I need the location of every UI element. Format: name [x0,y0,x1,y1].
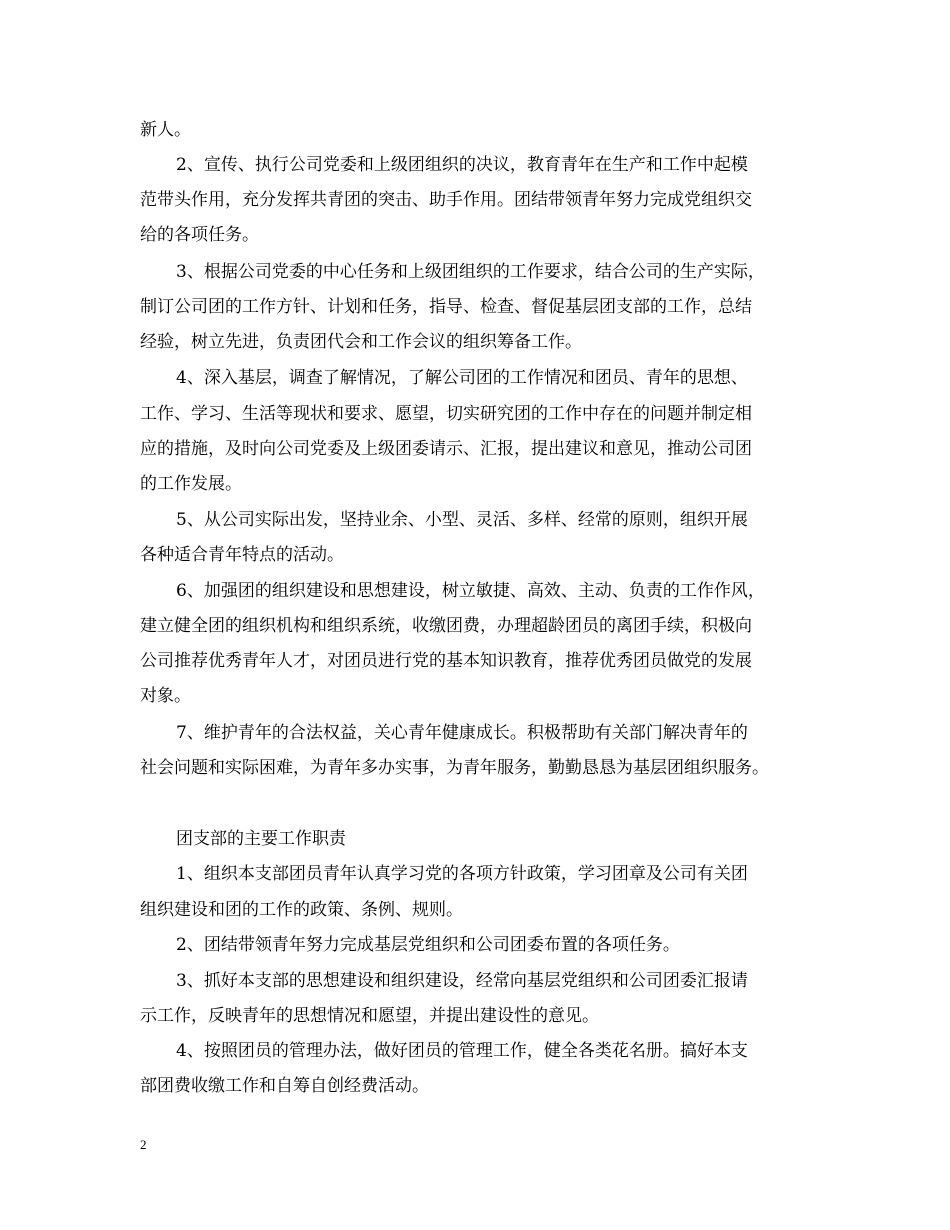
text-line: 3、根据公司党委的中心任务和上级团组织的工作要求，结合公司的生产实际， [176,262,765,282]
text-line: 的工作发展。 [140,474,242,494]
text-line: 公司推荐优秀青年人才，对团员进行党的基本知识教育，推荐优秀团员做党的发展 [140,651,752,671]
text-line: 经验，树立先进，负责团代会和工作会议的组织筹备工作。 [140,332,582,352]
text-line: 新人。 [140,120,191,140]
text-line: 工作、学习、生活等现状和要求、愿望，切实研究团的工作中存在的问题并制定相 [140,404,752,424]
text-line: 给的各项任务。 [140,225,259,245]
text-line: 2、宣传、执行公司党委和上级团组织的决议，教育青年在生产和工作中起模 [176,155,748,175]
section-heading: 团支部的主要工作职责 [176,829,346,849]
text-line: 7、维护青年的合法权益，关心青年健康成长。积极帮助有关部门解决青年的 [176,723,748,743]
text-line: 组织建设和团的工作的政策、条例、规则。 [140,900,463,920]
text-line: 社会问题和实际困难，为青年多办实事，为青年服务，勤勤恳恳为基层团组织服务。 [140,758,769,778]
text-line: 部团费收缴工作和自筹自创经费活动。 [140,1076,429,1096]
text-line: 1、组织本支部团员青年认真学习党的各项方针政策，学习团章及公司有关团 [176,864,748,884]
text-line: 制订公司团的工作方针、计划和任务，指导、检查、督促基层团支部的工作，总结 [140,297,752,317]
text-line: 5、从公司实际出发，坚持业余、小型、灵活、多样、经常的原则，组织开展 [176,510,748,530]
text-line: 4、深入基层，调查了解情况，了解公司团的工作情况和团员、青年的思想、 [176,368,748,388]
text-line: 应的措施，及时向公司党委及上级团委请示、汇报，提出建议和意见，推动公司团 [140,439,752,459]
text-line: 2、团结带领青年努力完成基层党组织和公司团委布置的各项任务。 [176,935,680,955]
text-line: 对象。 [140,686,191,706]
text-line: 范带头作用，充分发挥共青团的突击、助手作用。团结带领青年努力完成党组织交 [140,190,752,210]
text-line: 示工作，反映青年的思想情况和愿望，并提出建设性的意见。 [140,1006,599,1026]
text-line: 各种适合青年特点的活动。 [140,545,344,565]
text-line: 6、加强团的组织建设和思想建设，树立敏捷、高效、主动、负责的工作作风， [176,581,765,601]
page-number: 2 [140,1137,147,1152]
text-line: 建立健全团的组织机构和组织系统，收缴团费，办理超龄团员的离团手续，积极向 [140,616,752,636]
text-line: 3、抓好本支部的思想建设和组织建设，经常向基层党组织和公司团委汇报请 [176,971,748,991]
text-line: 4、按照团员的管理办法，做好团员的管理工作，健全各类花名册。搞好本支 [176,1041,748,1061]
